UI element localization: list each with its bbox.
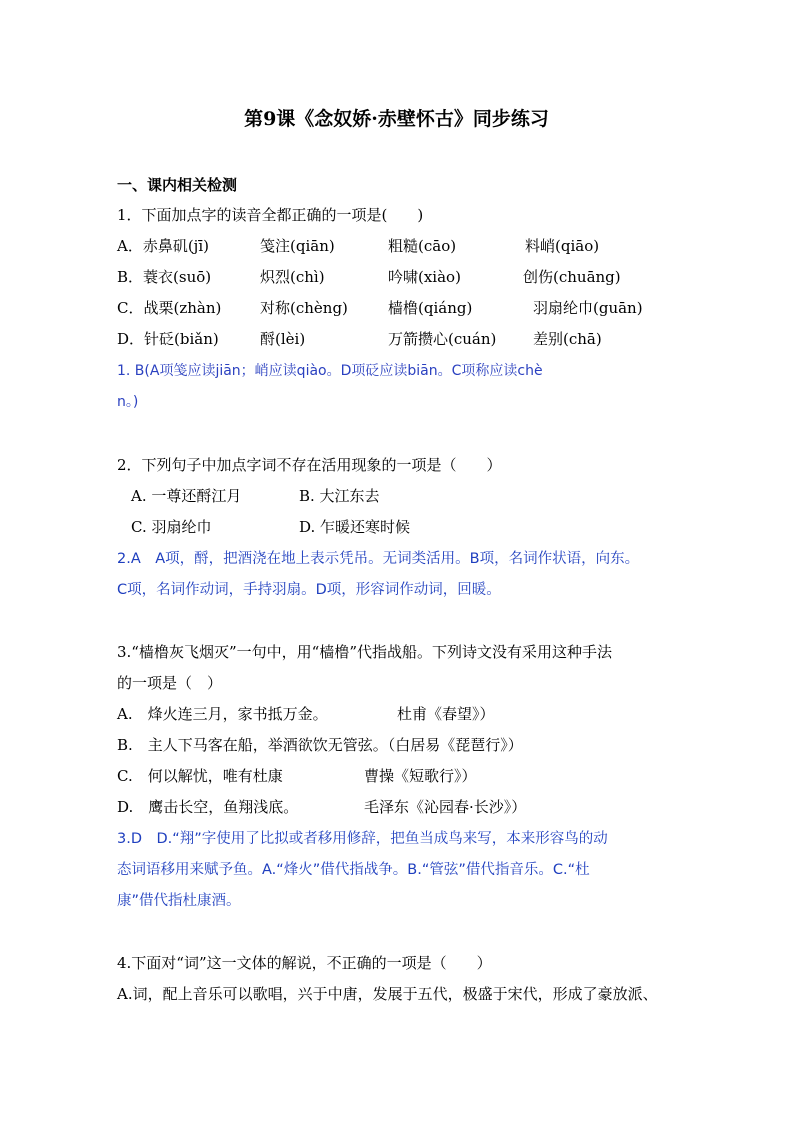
question-2-answer-line-1: 2.A A项，酹，把酒浇在地上表示凭吊。无词类活用。B项，名词作状语，向东。 bbox=[117, 551, 640, 567]
q1-b-2: 炽烈(chì) bbox=[260, 268, 325, 286]
q3-opt-d-source: 毛泽东《沁园春·长沙》） bbox=[364, 798, 527, 816]
question-3-answer-line-3: 康”借代指杜康酒。 bbox=[117, 893, 241, 909]
q3-opt-a-source: 杜甫《春望》） bbox=[397, 705, 495, 723]
q3-opt-a: A. 烽火连三月，家书抵万金。 bbox=[117, 705, 328, 723]
question-3-stem-line-1: 3.“樯橹灰飞烟灭”一句中，用“樯橹”代指战船。下列诗文没有采用这种手法 bbox=[117, 643, 612, 661]
q1-c-4: 羽扇纶巾(guān) bbox=[533, 299, 643, 317]
q3-opt-c: C. 何以解忧，唯有杜康 bbox=[117, 767, 283, 785]
q1-d-3: 万箭攒心(cuán) bbox=[388, 330, 497, 348]
question-1-answer-line-2: n。) bbox=[117, 394, 139, 410]
q2-opt-d: D. 乍暖还寒时候 bbox=[299, 518, 411, 536]
question-4-opt-a: A.词，配上音乐可以歌唱，兴于中唐，发展于五代，极盛于宋代，形成了豪放派、 bbox=[117, 985, 658, 1003]
q1-b-3: 吟啸(xiào) bbox=[388, 268, 461, 286]
q1-b-4: 创伤(chuāng) bbox=[523, 268, 621, 286]
q1-d-2: 酹(lèi) bbox=[260, 330, 306, 348]
q1-b-1: B．蓑衣(suō) bbox=[117, 268, 212, 286]
q1-c-3: 樯橹(qiáng) bbox=[388, 299, 473, 317]
question-1-stem: 1．下面加点字的读音全都正确的一项是( ) bbox=[117, 206, 424, 224]
q2-opt-b: B. 大江东去 bbox=[299, 487, 380, 505]
q1-c-2: 对称(chèng) bbox=[260, 299, 348, 317]
q1-a-4: 料峭(qiāo) bbox=[525, 237, 600, 255]
q2-opt-a: A. 一尊还酹江月 bbox=[131, 487, 242, 505]
page-title: 第9课《念奴娇·赤壁怀古》同步练习 bbox=[244, 108, 549, 130]
q1-d-4: 差别(chā) bbox=[533, 330, 602, 348]
question-3-answer-line-1: 3.D D.“翔”字使用了比拟或者移用修辞，把鱼当成鸟来写，本来形容鸟的动 bbox=[117, 831, 608, 847]
question-1-answer-line-1: 1. B(A项笺应读jiān；峭应读qiào。D项砭应读biān。C项称应读chè bbox=[117, 363, 543, 379]
q1-a-1: A．赤鼻矶(jī) bbox=[117, 237, 209, 255]
q1-c-1: C．战栗(zhàn) bbox=[117, 299, 222, 317]
q1-d-1: D．针砭(biǎn) bbox=[117, 330, 219, 348]
question-3-opt-b: B. 主人下马客在船，举酒欲饮无管弦。（白居易《琵琶行》） bbox=[117, 736, 523, 754]
q1-a-3: 粗糙(cāo) bbox=[388, 237, 457, 255]
q2-opt-c: C. 羽扇纶巾 bbox=[131, 518, 212, 536]
question-3-answer-line-2: 态词语移用来赋予鱼。A.“烽火”借代指战争。B.“管弦”借代指音乐。C.“杜 bbox=[117, 862, 590, 878]
q1-a-2: 笺注(qiān) bbox=[260, 237, 335, 255]
question-4-stem: 4.下面对“词”这一文体的解说，不正确的一项是（ ） bbox=[117, 954, 492, 972]
question-2-answer-line-2: C项，名词作动词，手持羽扇。D项，形容词作动词，回暖。 bbox=[117, 582, 501, 598]
question-3-stem-line-2: 的一项是（ ） bbox=[117, 674, 223, 692]
section-heading: 一、课内相关检测 bbox=[117, 176, 238, 194]
q3-opt-d: D. 鹰击长空，鱼翔浅底。 bbox=[117, 798, 299, 816]
question-2-stem: 2．下列句子中加点字词不存在活用现象的一项是（ ） bbox=[117, 456, 502, 474]
q3-opt-c-source: 曹操《短歌行》） bbox=[364, 767, 477, 785]
